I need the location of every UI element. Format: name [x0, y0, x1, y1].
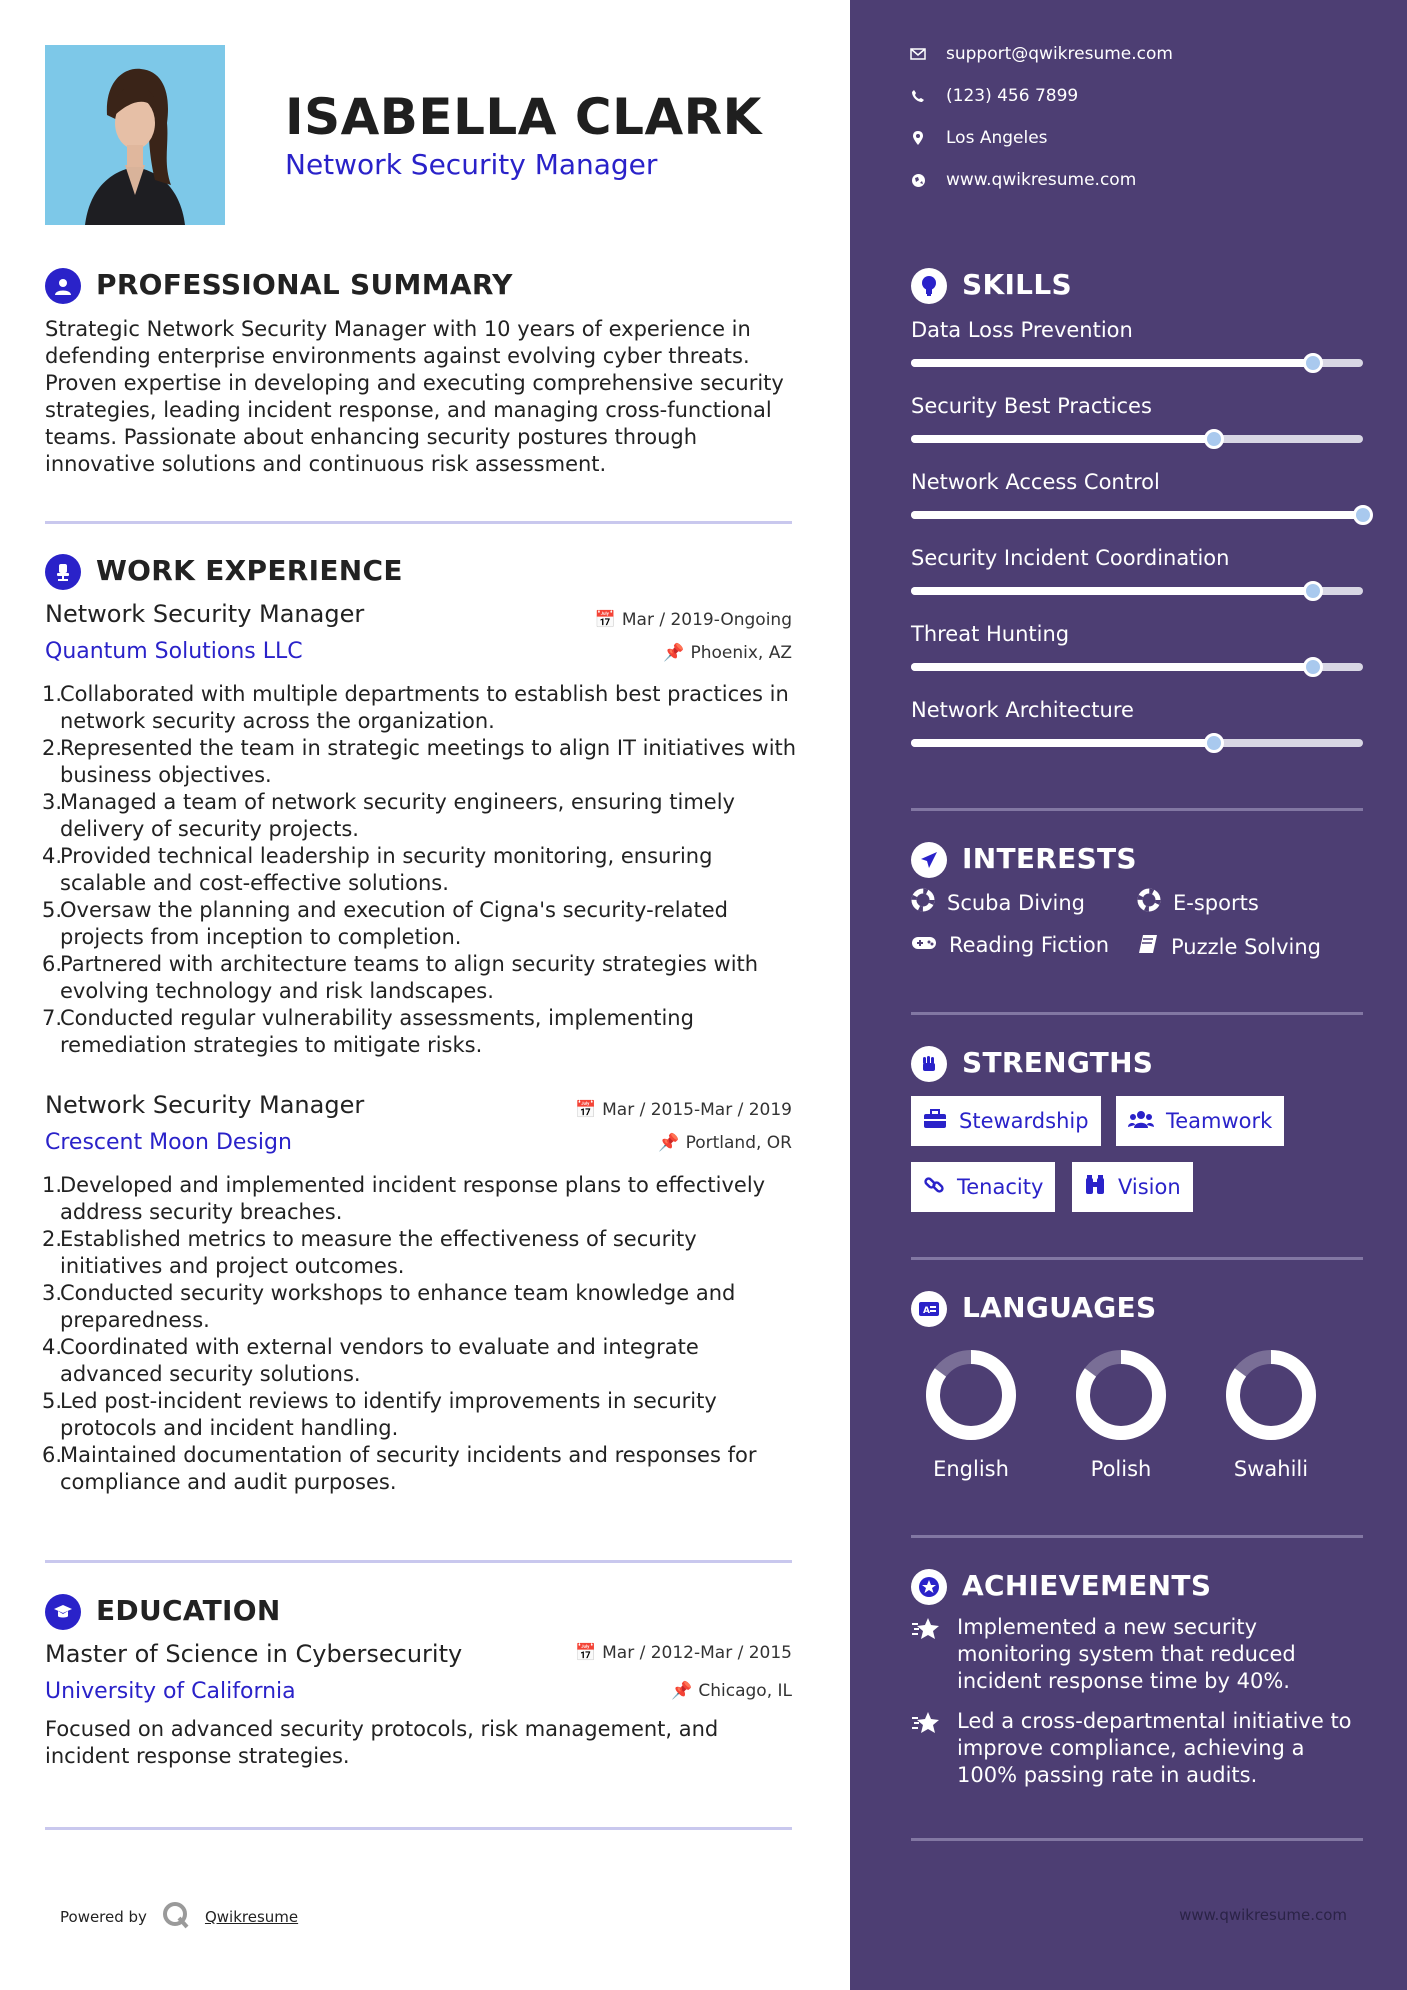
skill-label: Security Best Practices — [911, 394, 1152, 418]
list-item: 1. Collaborated with multiple departments to establish best practices in network security across the organization. — [42, 682, 789, 733]
job-company: Quantum Solutions LLC — [45, 639, 303, 664]
strength-label: Vision — [1118, 1175, 1181, 1199]
contact-phone-text: (123) 456 7899 — [946, 86, 1079, 106]
profile-photo — [45, 45, 225, 225]
list-item: 3. Managed a team of network security engineers, ensuring timely delivery of security projects. — [42, 790, 735, 841]
svg-text:A: A — [923, 1306, 930, 1316]
section-divider — [45, 1560, 792, 1563]
list-item: 2. Represented the team in strategic meetings to align IT initiatives with business objectives. — [42, 736, 797, 787]
map-pin-icon — [910, 130, 926, 146]
skill-bar — [911, 435, 1363, 443]
skill-bar — [911, 663, 1363, 671]
list-item: 7. Conducted regular vulnerability assessments, implementing remediation strategies to mitigate risks. — [42, 1006, 694, 1057]
section-divider — [911, 1838, 1363, 1841]
lifebuoy-icon — [911, 888, 935, 917]
interest-item — [911, 933, 1109, 957]
users-icon — [1128, 1109, 1154, 1134]
achievements-heading: ACHIEVEMENTS — [962, 1569, 1212, 1602]
globe-icon — [910, 172, 926, 188]
skill-label: Security Incident Coordination — [911, 546, 1230, 570]
phone-icon — [910, 88, 926, 104]
skill-bar-fill — [911, 663, 1313, 671]
skill-bar — [911, 511, 1363, 519]
contact-website-text: www.qwikresume.com — [946, 170, 1137, 190]
strength-label: Stewardship — [959, 1109, 1089, 1133]
list-item: 4. Coordinated with external vendors to evaluate and integrate advanced security solutions. — [42, 1335, 699, 1386]
chair-icon — [45, 554, 81, 590]
language-level-ring — [921, 1345, 1021, 1445]
skill-bar — [911, 587, 1363, 595]
skill-level-knob — [1353, 505, 1373, 525]
summary-heading: PROFESSIONAL SUMMARY — [96, 268, 513, 301]
job-bullets — [42, 681, 802, 1059]
language-level-ring — [1221, 1345, 1321, 1445]
summary-text: Strategic Network Security Manager with 10 years of experience in defending enterprise environments against evolving cyber threats. Proven expertise in developing and executing comprehensive security strategies, leading incident response, and managing cross-functional teams. Passionate about enhancing security postures through innovative solutions and continuous risk assessment. — [45, 317, 784, 476]
footer-url[interactable]: www.qwikresume.com — [1179, 1906, 1347, 1924]
section-divider — [911, 1257, 1363, 1260]
achievement-item — [911, 1614, 1363, 1695]
skill-level-knob — [1204, 733, 1224, 753]
list-item: 4. Provided technical leadership in security monitoring, ensuring scalable and cost-effective solutions. — [42, 844, 713, 895]
list-item: 1. Developed and implemented incident response plans to effectively address security breaches. — [42, 1173, 766, 1224]
binoculars-icon — [1084, 1174, 1106, 1201]
language-item — [896, 1345, 1046, 1481]
job-location-text: Phoenix, AZ — [690, 643, 792, 663]
contact-email[interactable] — [910, 44, 1173, 64]
candidate-title: Network Security Manager — [285, 148, 658, 181]
skill-bar-fill — [911, 739, 1214, 747]
education-text: Focused on advanced security protocols, risk management, and incident response strategies. — [45, 1717, 719, 1768]
language-label: Swahili — [1233, 1457, 1309, 1481]
pin-icon: 📌 — [658, 1133, 680, 1153]
achievement-text: Implemented a new security monitoring system that reduced incident response time by 40%. — [957, 1615, 1296, 1693]
book-icon — [1137, 933, 1159, 960]
language-icon — [911, 1291, 947, 1327]
list-item: 6. Partnered with architecture teams to align security strategies with evolving technology and risk landscapes. — [42, 952, 759, 1003]
skill-label: Network Access Control — [911, 470, 1160, 494]
skill-level-knob — [1204, 429, 1224, 449]
list-item: 2. Established metrics to measure the effectiveness of security initiatives and project outcomes. — [42, 1227, 697, 1278]
envelope-icon — [910, 46, 926, 62]
job-dates — [595, 610, 792, 630]
candidate-name: ISABELLA CLARK — [285, 88, 762, 146]
strength-label: Teamwork — [1166, 1109, 1273, 1133]
education-dates — [575, 1643, 792, 1663]
strength-tag — [1072, 1162, 1193, 1212]
job-title: Network Security Manager — [45, 600, 365, 628]
user-icon — [45, 268, 81, 304]
strength-tag — [1116, 1096, 1284, 1146]
strength-label: Tenacity — [957, 1175, 1044, 1199]
job-title: Network Security Manager — [45, 1091, 365, 1119]
skill-bar-fill — [911, 511, 1363, 519]
link-icon — [923, 1174, 945, 1201]
lifebuoy-icon — [1137, 888, 1161, 917]
job-dates — [575, 1100, 792, 1120]
skill-label: Network Architecture — [911, 698, 1134, 722]
interest-item — [1137, 888, 1259, 917]
job-dates-text: Mar / 2019-Ongoing — [621, 610, 792, 630]
interest-label: Scuba Diving — [947, 890, 1085, 915]
fist-icon — [911, 1046, 947, 1082]
section-divider — [911, 1535, 1363, 1538]
list-item: 5. Oversaw the planning and execution of Cigna's security-related projects from inception to completion. — [42, 898, 728, 949]
pin-icon: 📌 — [671, 1681, 693, 1701]
star-icon — [911, 1708, 943, 1789]
skill-bar — [911, 739, 1363, 747]
skills-heading: SKILLS — [962, 268, 1072, 301]
gamepad-icon — [911, 933, 937, 957]
calendar-icon: 📅 — [574, 1100, 597, 1120]
contact-phone[interactable] — [910, 86, 1078, 106]
contact-location — [910, 128, 1048, 148]
powered-by — [60, 1900, 298, 1934]
job-company: Crescent Moon Design — [45, 1130, 292, 1155]
contact-website[interactable] — [910, 170, 1136, 190]
strength-tag — [911, 1096, 1101, 1146]
section-divider — [45, 521, 792, 524]
graduation-icon — [45, 1594, 81, 1630]
contact-location-text: Los Angeles — [946, 128, 1048, 148]
skill-label: Threat Hunting — [911, 622, 1070, 646]
skill-bar — [911, 359, 1363, 367]
star-badge-icon — [911, 1569, 947, 1605]
interest-label: E-sports — [1173, 890, 1259, 915]
education-location-text: Chicago, IL — [698, 1681, 792, 1701]
school-name: University of California — [45, 1679, 296, 1704]
language-item — [1196, 1345, 1346, 1481]
job-dates-text: Mar / 2015-Mar / 2019 — [602, 1100, 792, 1120]
interests-heading: INTERESTS — [962, 842, 1137, 875]
pin-icon: 📌 — [663, 643, 685, 663]
language-label: English — [933, 1457, 1009, 1481]
education-location — [671, 1681, 792, 1701]
language-item — [1046, 1345, 1196, 1481]
skill-label: Data Loss Prevention — [911, 318, 1133, 342]
skill-bar-fill — [911, 435, 1214, 443]
list-item: 3. Conducted security workshops to enhance team knowledge and preparedness. — [42, 1281, 736, 1332]
job-bullets — [42, 1172, 802, 1496]
languages-heading: LANGUAGES — [962, 1291, 1157, 1324]
education-dates-text: Mar / 2012-Mar / 2015 — [602, 1643, 792, 1663]
job-location — [658, 1133, 792, 1153]
section-divider — [911, 1012, 1363, 1015]
powered-by-label: Powered by — [60, 1908, 147, 1926]
language-label: Polish — [1090, 1457, 1152, 1481]
star-icon — [911, 1614, 943, 1695]
briefcase-icon — [923, 1109, 947, 1134]
degree-title: Master of Science in Cybersecurity — [45, 1640, 463, 1668]
list-item: 6. Maintained documentation of security incidents and responses for compliance and audit purposes. — [42, 1443, 757, 1494]
language-level-ring — [1071, 1345, 1171, 1445]
calendar-icon: 📅 — [594, 610, 616, 630]
section-divider — [45, 1827, 792, 1830]
job-location — [663, 643, 792, 663]
lightbulb-icon — [911, 268, 947, 304]
achievement-text: Led a cross-departmental initiative to improve compliance, achieving a 100% passing rate in audits. — [957, 1709, 1352, 1787]
work-heading: WORK EXPERIENCE — [96, 554, 403, 587]
paper-plane-icon — [911, 842, 947, 878]
skill-bar-fill — [911, 587, 1313, 595]
qwikresume-logo-icon — [161, 1900, 191, 1934]
list-item: 5. Led post-incident reviews to identify improvements in security protocols and incident handling. — [42, 1389, 717, 1440]
calendar-icon: 📅 — [574, 1643, 597, 1663]
section-divider — [911, 808, 1363, 811]
qwikresume-link[interactable]: Qwikresume — [204, 1908, 299, 1926]
achievement-item — [911, 1708, 1363, 1789]
strengths-heading: STRENGTHS — [962, 1046, 1154, 1079]
skill-bar-fill — [911, 359, 1313, 367]
education-heading: EDUCATION — [96, 1594, 281, 1627]
contact-email-text: support@qwikresume.com — [946, 44, 1173, 64]
interest-label: Puzzle Solving — [1171, 934, 1321, 959]
job-location-text: Portland, OR — [685, 1133, 792, 1153]
interest-item — [911, 888, 1085, 917]
interest-item — [1137, 933, 1321, 960]
strength-tag — [911, 1162, 1055, 1212]
interest-label: Reading Fiction — [949, 933, 1110, 957]
